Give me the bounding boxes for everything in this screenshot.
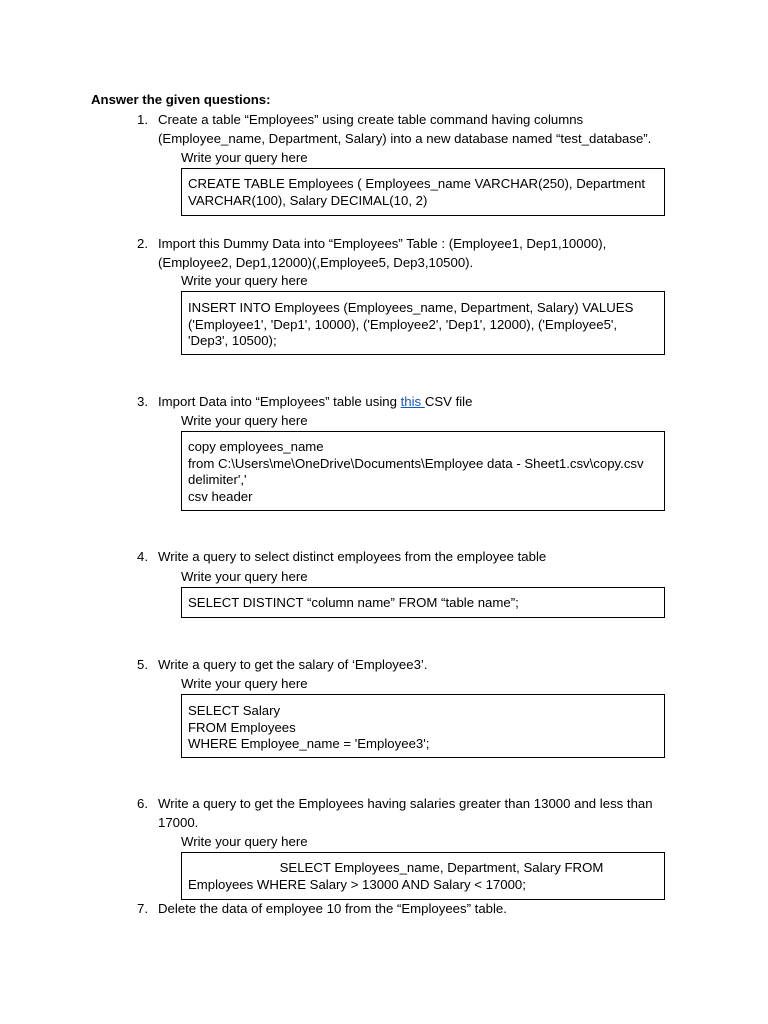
- answer-box[interactable]: [181, 852, 665, 900]
- answer-line: SELECT DISTINCT “column name” FROM “table name”;: [188, 595, 519, 610]
- answer-line: CREATE TABLE Employees ( Employees_name VARCHAR(250), Department: [188, 176, 646, 191]
- answer-box[interactable]: [181, 291, 665, 355]
- question-number: 5.: [137, 657, 148, 672]
- answer-line: FROM Employees: [188, 719, 296, 735]
- question-text: Create a table “Employees” using create table command having columns: [158, 112, 584, 127]
- query-prompt: Write your query here: [181, 150, 308, 165]
- answer-line: ('Employee1', 'Dep1', 10000), ('Employee2', 'Dep1', 12000), ('Employee5',: [188, 316, 618, 332]
- answer-line: 'Dep3', 10500);: [188, 333, 277, 348]
- answer-box[interactable]: [181, 168, 665, 216]
- question-text: Write a query to get the salary of ‘Employee3’.: [158, 657, 428, 672]
- answer-line: SELECT Salary: [188, 703, 281, 718]
- question-number: 6.: [137, 796, 148, 811]
- question-number: 3.: [137, 394, 148, 409]
- query-prompt: Write your query here: [181, 834, 308, 849]
- answer-line: WHERE Employee_name = 'Employee3';: [188, 736, 430, 751]
- answer-line: VARCHAR(100), Salary DECIMAL(10, 2): [188, 192, 428, 208]
- answer-line: delimiter',': [188, 472, 247, 487]
- question-text-before: Import Data into “Employees” table using: [158, 394, 401, 409]
- question-text: [158, 394, 688, 411]
- query-prompt: Write your query here: [181, 676, 308, 691]
- question-number: 2.: [137, 236, 148, 251]
- query-prompt: Write your query here: [181, 413, 308, 428]
- question-number: 1.: [137, 112, 148, 127]
- question-text: Delete the data of employee 10 from the “Employees” table.: [158, 901, 507, 916]
- question-text: Import this Dummy Data into “Employees” Table : (Employee1, Dep1,10000),: [158, 236, 607, 251]
- answer-line: from C:\Users\me\OneDrive\Documents\Employee data - Sheet1.csv\copy.csv: [188, 455, 644, 471]
- question-number: 7.: [137, 901, 148, 916]
- answer-box[interactable]: [181, 431, 665, 511]
- answer-line: Employees WHERE Salary > 13000 AND Salary < 17000;: [188, 876, 526, 892]
- question-number: 4.: [137, 549, 148, 564]
- question-text: 17000.: [158, 815, 199, 830]
- question-text: Write a query to select distinct employees from the employee table: [158, 549, 547, 564]
- answer-line: SELECT Employees_name, Department, Salary FROM: [188, 860, 604, 875]
- answer-line: INSERT INTO Employees (Employees_name, Department, Salary) VALUES: [188, 300, 634, 315]
- answer-line: copy employees_name: [188, 439, 324, 454]
- question-text: (Employee2, Dep1,12000)(,Employee5, Dep3,10500).: [158, 255, 474, 270]
- question-text: Write a query to get the Employees having salaries greater than 13000 and less than: [158, 796, 653, 811]
- query-prompt: Write your query here: [181, 273, 308, 288]
- answer-line: csv header: [188, 488, 253, 504]
- question-text: (Employee_name, Department, Salary) into a new database named “test_database”.: [158, 131, 652, 146]
- query-prompt: Write your query here: [181, 569, 308, 584]
- answer-box[interactable]: [181, 587, 665, 618]
- page-heading: Answer the given questions:: [91, 92, 271, 107]
- answer-box[interactable]: [181, 694, 665, 758]
- csv-link[interactable]: this: [400, 394, 425, 409]
- question-text-after: CSV file: [424, 394, 473, 409]
